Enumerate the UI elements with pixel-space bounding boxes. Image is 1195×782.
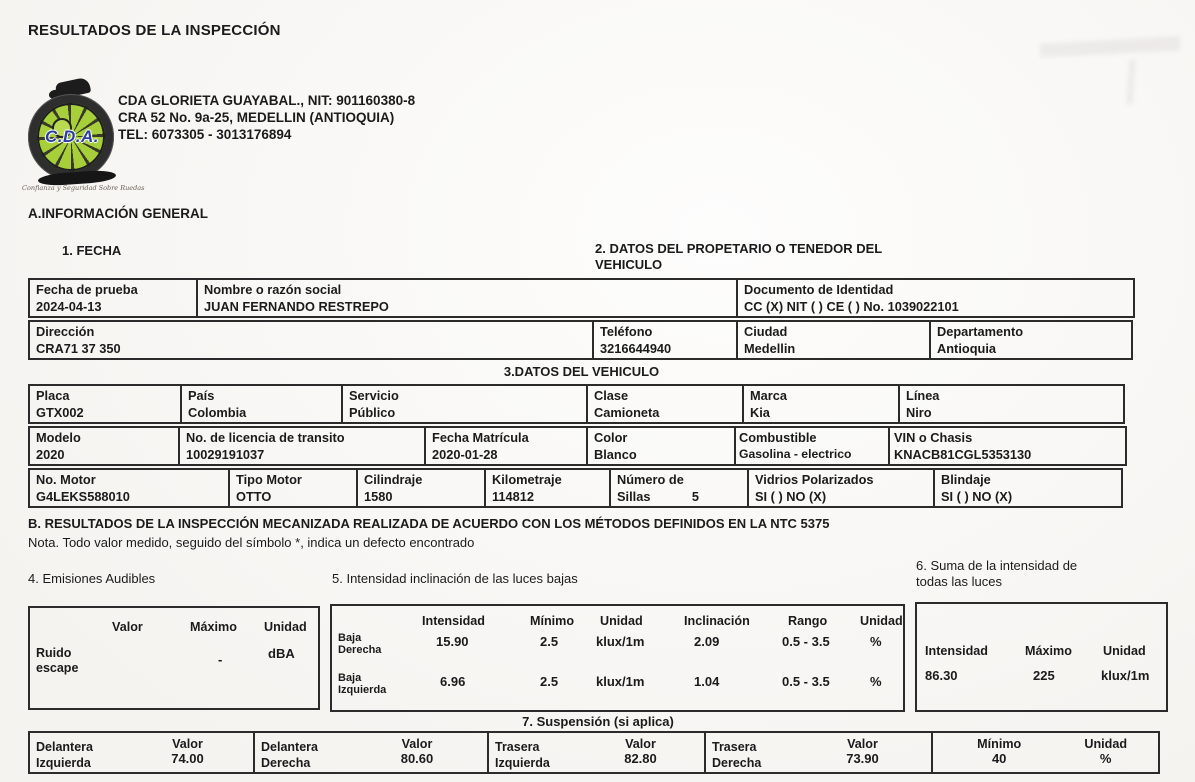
station-info [118, 92, 415, 143]
logo-outer-ring [28, 94, 114, 180]
field-no-motor: No. Motor G4LEKS588010 [28, 468, 230, 508]
field-linea: Línea Niro [898, 384, 1125, 424]
field-kilometraje: Kilometraje 114812 [484, 468, 611, 508]
owner-table-row-1 [28, 278, 1135, 318]
field-documento: Documento de Identidad CC (X) NIT ( ) CE ( ) No. 1039022101 [736, 278, 1135, 318]
vehicle-table-title: 3.DATOS DEL VEHICULO [503, 364, 660, 379]
suspension-table [28, 731, 1160, 774]
suspension-cell-trasera-derecha: Trasera Derecha Valor 73.90 [704, 731, 933, 774]
owner-table-row-2 [28, 320, 1133, 360]
field-servicio: Servicio Público [341, 384, 588, 424]
section-b-note: Nota. Todo valor medido, seguido del símbolo *, indica un defecto encontrado [28, 535, 475, 550]
field-nombre: Nombre o razón social JUAN FERNANDO RESTREPO [196, 278, 738, 318]
field-color: Color Blanco [586, 426, 736, 466]
vehicle-table-row-1 [28, 384, 1125, 424]
section-a-title: A.INFORMACIÓN GENERAL [28, 206, 208, 221]
field-sillas: Número de Sillas 5 [609, 468, 749, 508]
field-clase: Clase Camioneta [586, 384, 744, 424]
section-b-title: B. RESULTADOS DE LA INSPECCIÓN MECANIZADA REALIZADA DE ACUERDO CON LOS MÉTODOS DEFINIDOS EN LA NTC 5375 [28, 516, 830, 531]
field-marca: Marca Kia [742, 384, 900, 424]
scan-smudge [1040, 36, 1181, 57]
field-departamento: Departamento Antioquia [929, 320, 1133, 360]
field-direccion: Dirección CRA71 37 350 [28, 320, 594, 360]
field-telefono: Teléfono 3216644940 [592, 320, 738, 360]
field-fecha-prueba: Fecha de prueba 2024-04-13 [28, 278, 198, 318]
cda-logo [22, 80, 145, 192]
subsection-1-title: 1. FECHA [62, 243, 122, 258]
suspension-cell-delantera-izquierda: Delantera Izquierda Valor 74.00 [28, 731, 255, 774]
scan-smudge [1126, 60, 1135, 104]
field-licencia: No. de licencia de transito 10029191037 [178, 426, 426, 466]
suspension-cell-minimo-unidad: Mínimo 40 Unidad % [931, 731, 1160, 774]
station-name-nit: CDA GLORIETA GUAYABAL., NIT: 901160380-8 [118, 93, 416, 108]
field-combustible: Combustible Gasolina - electrico [734, 426, 890, 466]
field-vidrios: Vidrios Polarizados SI ( ) NO (X) [747, 468, 935, 508]
vehicle-table-row-2 [28, 426, 1127, 466]
suma-luces-title: 6. Suma de la intensidad de todas las luces [916, 558, 1078, 589]
suspension-cell-delantera-derecha: Delantera Derecha Valor 80.60 [253, 731, 489, 774]
field-blindaje: Blindaje SI ( ) NO (X) [933, 468, 1123, 508]
suspension-cell-trasera-izquierda: Trasera Izquierda Valor 82.80 [487, 731, 706, 774]
field-cilindraje: Cilindraje 1580 [356, 468, 486, 508]
field-ciudad: Ciudad Medellin [736, 320, 931, 360]
page-title: RESULTADOS DE LA INSPECCIÓN [28, 22, 281, 39]
vehicle-table-row-3 [28, 468, 1123, 508]
field-matricula: Fecha Matrícula 2020-01-28 [424, 426, 588, 466]
field-tipo-motor: Tipo Motor OTTO [228, 468, 358, 508]
field-modelo: Modelo 2020 [28, 426, 180, 466]
field-vin: VIN o Chasis KNACB81CGL5353130 [888, 426, 1127, 466]
field-pais: País Colombia [180, 384, 343, 424]
field-placa: Placa GTX002 [28, 384, 182, 424]
emisiones-row-label: Ruido escape [36, 646, 79, 675]
luces-title: 5. Intensidad inclinación de las luces bajas [332, 571, 578, 586]
subsection-2-title: 2. DATOS DEL PROPETARIO O TENEDOR DEL VEHICULO [595, 241, 883, 272]
logo-tagline: Confianza y Seguridad Sobre Ruedas [22, 184, 145, 192]
luces-row-label: Baja Derecha [338, 632, 382, 656]
suma-luces-table: Intensidad Máximo Unidad 86.30 225 klux/1m [915, 602, 1168, 712]
luces-row-label: Baja Izquierda [338, 672, 387, 696]
luces-table: Intensidad Mínimo Unidad Inclinación Rango Unidad Baja Derecha 15.90 2.5 klux/1m 2.09 0.5 - 3.5 % Baja Izquierda 6.96 2.5 klux/1m 1.04 0.5 - 3.5 % [330, 604, 905, 712]
station-phone: TEL: 6073305 - 3013176894 [118, 127, 292, 142]
logo-text: C.D.A. [45, 127, 99, 146]
emisiones-table: Valor Máximo Unidad Ruido escape - dBA [28, 606, 320, 710]
suspension-title: 7. Suspensión (si aplica) [522, 714, 674, 729]
station-address: CRA 52 No. 9a-25, MEDELLIN (ANTIOQUIA) [118, 110, 395, 125]
emisiones-title: 4. Emisiones Audibles [28, 571, 156, 586]
